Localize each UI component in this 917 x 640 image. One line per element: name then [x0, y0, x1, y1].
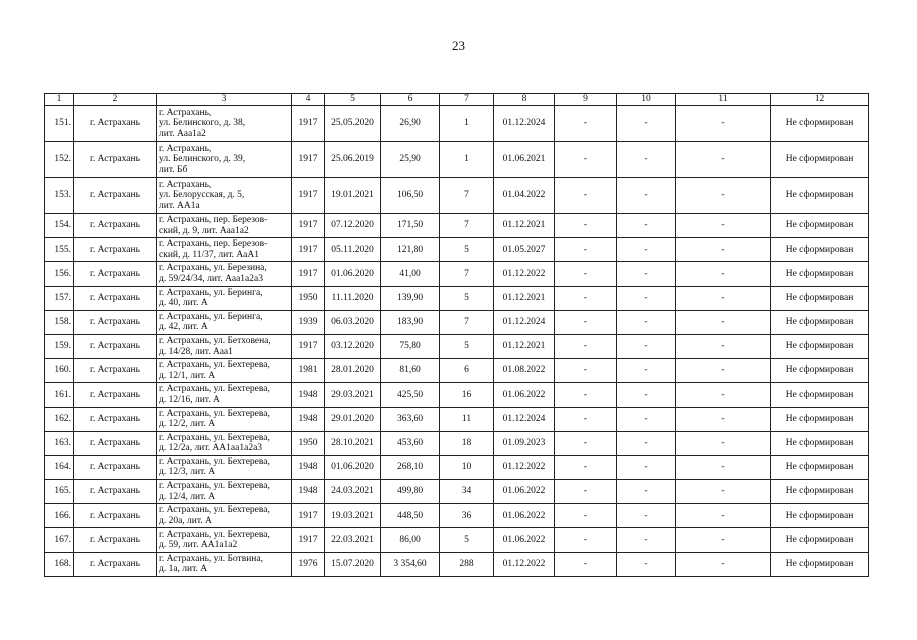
- address-cell: г. Астрахань, ул. Бехтерева, д. 12/3, лит. А: [157, 455, 292, 479]
- area-cell: 26,90: [381, 106, 440, 142]
- city-cell: г. Астрахань: [74, 407, 157, 431]
- area-cell: 121,80: [381, 238, 440, 262]
- date-cell: 11.11.2020: [325, 286, 381, 310]
- column-9-cell: -: [555, 480, 617, 504]
- column-9-cell: -: [555, 359, 617, 383]
- count-cell: 5: [440, 334, 494, 358]
- area-cell: 25,90: [381, 142, 440, 178]
- column-10-cell: -: [617, 238, 676, 262]
- status-cell: Не сформирован: [771, 238, 869, 262]
- table-row: [45, 178, 869, 214]
- year-cell: 1950: [292, 286, 325, 310]
- status-cell: Не сформирован: [771, 359, 869, 383]
- year-cell: 1917: [292, 262, 325, 286]
- area-cell: 41,00: [381, 262, 440, 286]
- planned-date-cell: 01.06.2022: [494, 480, 555, 504]
- column-11-cell: -: [676, 334, 771, 358]
- column-9-cell: -: [555, 407, 617, 431]
- city-cell: г. Астрахань: [74, 214, 157, 238]
- count-cell: 36: [440, 504, 494, 528]
- table-body: [45, 94, 869, 577]
- count-cell: 16: [440, 383, 494, 407]
- area-cell: 75,80: [381, 334, 440, 358]
- date-cell: 29.01.2020: [325, 407, 381, 431]
- planned-date-cell: 01.06.2022: [494, 383, 555, 407]
- column-11-cell: -: [676, 359, 771, 383]
- planned-date-cell: 01.05.2027: [494, 238, 555, 262]
- column-header: 11: [676, 94, 771, 106]
- planned-date-cell: 01.12.2022: [494, 552, 555, 576]
- city-cell: г. Астрахань: [74, 552, 157, 576]
- column-header: 12: [771, 94, 869, 106]
- column-10-cell: -: [617, 142, 676, 178]
- row-number-cell: 159.: [45, 334, 74, 358]
- year-cell: 1917: [292, 142, 325, 178]
- column-10-cell: -: [617, 310, 676, 334]
- column-11-cell: -: [676, 286, 771, 310]
- column-11-cell: -: [676, 214, 771, 238]
- column-10-cell: -: [617, 262, 676, 286]
- table-row: [45, 214, 869, 238]
- year-cell: 1917: [292, 106, 325, 142]
- column-header: 6: [381, 94, 440, 106]
- year-cell: 1948: [292, 383, 325, 407]
- date-cell: 25.05.2020: [325, 106, 381, 142]
- date-cell: 19.03.2021: [325, 504, 381, 528]
- column-header: 5: [325, 94, 381, 106]
- date-cell: 29.03.2021: [325, 383, 381, 407]
- status-cell: Не сформирован: [771, 214, 869, 238]
- year-cell: 1917: [292, 528, 325, 552]
- column-10-cell: -: [617, 286, 676, 310]
- date-cell: 01.06.2020: [325, 262, 381, 286]
- address-cell: г. Астрахань, ул. Бехтерева, д. 12/4, лит. А: [157, 480, 292, 504]
- count-cell: 10: [440, 455, 494, 479]
- table-row: [45, 238, 869, 262]
- address-cell: г. Астрахань, ул. Бехтерева, д. 12/2, лит. А: [157, 407, 292, 431]
- count-cell: 7: [440, 262, 494, 286]
- area-cell: 106,50: [381, 178, 440, 214]
- address-cell: г. Астрахань, ул. Беринга, д. 42, лит. А: [157, 310, 292, 334]
- planned-date-cell: 01.12.2022: [494, 262, 555, 286]
- column-9-cell: -: [555, 455, 617, 479]
- column-10-cell: -: [617, 455, 676, 479]
- date-cell: 28.01.2020: [325, 359, 381, 383]
- column-9-cell: -: [555, 214, 617, 238]
- date-cell: 19.01.2021: [325, 178, 381, 214]
- table-row: [45, 480, 869, 504]
- column-11-cell: -: [676, 528, 771, 552]
- city-cell: г. Астрахань: [74, 383, 157, 407]
- area-cell: 3 354,60: [381, 552, 440, 576]
- column-9-cell: -: [555, 504, 617, 528]
- count-cell: 6: [440, 359, 494, 383]
- city-cell: г. Астрахань: [74, 262, 157, 286]
- date-cell: 28.10.2021: [325, 431, 381, 455]
- column-10-cell: -: [617, 407, 676, 431]
- column-11-cell: -: [676, 504, 771, 528]
- column-number-header-row: [45, 94, 869, 106]
- city-cell: г. Астрахань: [74, 178, 157, 214]
- table-row: [45, 407, 869, 431]
- column-10-cell: -: [617, 359, 676, 383]
- count-cell: 18: [440, 431, 494, 455]
- column-9-cell: -: [555, 286, 617, 310]
- status-cell: Не сформирован: [771, 310, 869, 334]
- area-cell: 453,60: [381, 431, 440, 455]
- row-number-cell: 167.: [45, 528, 74, 552]
- row-number-cell: 163.: [45, 431, 74, 455]
- column-10-cell: -: [617, 106, 676, 142]
- column-9-cell: -: [555, 334, 617, 358]
- column-10-cell: -: [617, 431, 676, 455]
- status-cell: Не сформирован: [771, 407, 869, 431]
- column-header: 9: [555, 94, 617, 106]
- column-11-cell: -: [676, 480, 771, 504]
- status-cell: Не сформирован: [771, 480, 869, 504]
- row-number-cell: 152.: [45, 142, 74, 178]
- address-cell: г. Астрахань, ул. Бехтерева, д. 12/16, лит. А: [157, 383, 292, 407]
- status-cell: Не сформирован: [771, 383, 869, 407]
- row-number-cell: 158.: [45, 310, 74, 334]
- column-9-cell: -: [555, 262, 617, 286]
- city-cell: г. Астрахань: [74, 504, 157, 528]
- planned-date-cell: 01.06.2021: [494, 142, 555, 178]
- count-cell: 5: [440, 238, 494, 262]
- address-cell: г. Астрахань, ул. Беринга, д. 40, лит. А: [157, 286, 292, 310]
- planned-date-cell: 01.12.2024: [494, 106, 555, 142]
- housing-register-table: [44, 93, 869, 577]
- column-10-cell: -: [617, 214, 676, 238]
- count-cell: 34: [440, 480, 494, 504]
- planned-date-cell: 01.12.2021: [494, 286, 555, 310]
- count-cell: 7: [440, 214, 494, 238]
- address-cell: г. Астрахань, ул. Ботвина, д. 1а, лит. А: [157, 552, 292, 576]
- table-row: [45, 455, 869, 479]
- row-number-cell: 151.: [45, 106, 74, 142]
- address-cell: г. Астрахань, ул. Бехтерева, д. 12/2а, лит. АА1аа1а2а3: [157, 431, 292, 455]
- planned-date-cell: 01.08.2022: [494, 359, 555, 383]
- year-cell: 1948: [292, 407, 325, 431]
- planned-date-cell: 01.12.2021: [494, 334, 555, 358]
- count-cell: 5: [440, 286, 494, 310]
- column-11-cell: -: [676, 106, 771, 142]
- count-cell: 11: [440, 407, 494, 431]
- status-cell: Не сформирован: [771, 528, 869, 552]
- column-header: 1: [45, 94, 74, 106]
- column-11-cell: -: [676, 431, 771, 455]
- column-9-cell: -: [555, 383, 617, 407]
- column-header: 2: [74, 94, 157, 106]
- column-10-cell: -: [617, 383, 676, 407]
- table-row: [45, 528, 869, 552]
- status-cell: Не сформирован: [771, 552, 869, 576]
- status-cell: Не сформирован: [771, 504, 869, 528]
- row-number-cell: 153.: [45, 178, 74, 214]
- table-row: [45, 106, 869, 142]
- column-11-cell: -: [676, 262, 771, 286]
- planned-date-cell: 01.09.2023: [494, 431, 555, 455]
- table-row: [45, 431, 869, 455]
- year-cell: 1917: [292, 178, 325, 214]
- column-header: 3: [157, 94, 292, 106]
- date-cell: 01.06.2020: [325, 455, 381, 479]
- area-cell: 139,90: [381, 286, 440, 310]
- row-number-cell: 154.: [45, 214, 74, 238]
- row-number-cell: 168.: [45, 552, 74, 576]
- status-cell: Не сформирован: [771, 455, 869, 479]
- date-cell: 07.12.2020: [325, 214, 381, 238]
- table-row: [45, 334, 869, 358]
- planned-date-cell: 01.06.2022: [494, 504, 555, 528]
- row-number-cell: 157.: [45, 286, 74, 310]
- year-cell: 1976: [292, 552, 325, 576]
- column-9-cell: -: [555, 310, 617, 334]
- column-10-cell: -: [617, 480, 676, 504]
- column-10-cell: -: [617, 552, 676, 576]
- city-cell: г. Астрахань: [74, 310, 157, 334]
- table-row: [45, 504, 869, 528]
- year-cell: 1917: [292, 504, 325, 528]
- column-header: 10: [617, 94, 676, 106]
- count-cell: 7: [440, 310, 494, 334]
- status-cell: Не сформирован: [771, 286, 869, 310]
- date-cell: 05.11.2020: [325, 238, 381, 262]
- column-10-cell: -: [617, 504, 676, 528]
- address-cell: г. Астрахань, ул. Бехтерева, д. 59, лит. АА1а1а2: [157, 528, 292, 552]
- column-11-cell: -: [676, 383, 771, 407]
- status-cell: Не сформирован: [771, 262, 869, 286]
- date-cell: 03.12.2020: [325, 334, 381, 358]
- row-number-cell: 156.: [45, 262, 74, 286]
- date-cell: 15.07.2020: [325, 552, 381, 576]
- address-cell: г. Астрахань, пер. Березов- ский, д. 9, лит. Ааа1а2: [157, 214, 292, 238]
- column-11-cell: -: [676, 455, 771, 479]
- city-cell: г. Астрахань: [74, 480, 157, 504]
- status-cell: Не сформирован: [771, 178, 869, 214]
- count-cell: 7: [440, 178, 494, 214]
- year-cell: 1948: [292, 480, 325, 504]
- status-cell: Не сформирован: [771, 431, 869, 455]
- date-cell: 24.03.2021: [325, 480, 381, 504]
- column-11-cell: -: [676, 552, 771, 576]
- year-cell: 1981: [292, 359, 325, 383]
- city-cell: г. Астрахань: [74, 142, 157, 178]
- column-10-cell: -: [617, 178, 676, 214]
- city-cell: г. Астрахань: [74, 528, 157, 552]
- column-9-cell: -: [555, 552, 617, 576]
- status-cell: Не сформирован: [771, 142, 869, 178]
- area-cell: 499,80: [381, 480, 440, 504]
- area-cell: 363,60: [381, 407, 440, 431]
- city-cell: г. Астрахань: [74, 359, 157, 383]
- address-cell: г. Астрахань, ул. Бехтерева, д. 12/1, лит. А: [157, 359, 292, 383]
- area-cell: 171,50: [381, 214, 440, 238]
- city-cell: г. Астрахань: [74, 106, 157, 142]
- year-cell: 1939: [292, 310, 325, 334]
- row-number-cell: 162.: [45, 407, 74, 431]
- area-cell: 81,60: [381, 359, 440, 383]
- column-9-cell: -: [555, 106, 617, 142]
- table-row: [45, 359, 869, 383]
- address-cell: г. Астрахань, ул. Бехтерева, д. 20а, лит. А: [157, 504, 292, 528]
- row-number-cell: 160.: [45, 359, 74, 383]
- column-9-cell: -: [555, 238, 617, 262]
- year-cell: 1917: [292, 238, 325, 262]
- row-number-cell: 155.: [45, 238, 74, 262]
- column-header: 7: [440, 94, 494, 106]
- planned-date-cell: 01.12.2024: [494, 407, 555, 431]
- count-cell: 5: [440, 528, 494, 552]
- area-cell: 425,50: [381, 383, 440, 407]
- area-cell: 183,90: [381, 310, 440, 334]
- year-cell: 1917: [292, 334, 325, 358]
- table-row: [45, 310, 869, 334]
- date-cell: 06.03.2020: [325, 310, 381, 334]
- planned-date-cell: 01.12.2022: [494, 455, 555, 479]
- table-row: [45, 142, 869, 178]
- year-cell: 1950: [292, 431, 325, 455]
- column-11-cell: -: [676, 178, 771, 214]
- city-cell: г. Астрахань: [74, 238, 157, 262]
- column-9-cell: -: [555, 431, 617, 455]
- table-row: [45, 286, 869, 310]
- date-cell: 22.03.2021: [325, 528, 381, 552]
- status-cell: Не сформирован: [771, 106, 869, 142]
- column-11-cell: -: [676, 238, 771, 262]
- count-cell: 288: [440, 552, 494, 576]
- planned-date-cell: 01.06.2022: [494, 528, 555, 552]
- planned-date-cell: 01.12.2021: [494, 214, 555, 238]
- column-11-cell: -: [676, 142, 771, 178]
- status-cell: Не сформирован: [771, 334, 869, 358]
- column-header: 8: [494, 94, 555, 106]
- row-number-cell: 161.: [45, 383, 74, 407]
- column-9-cell: -: [555, 178, 617, 214]
- planned-date-cell: 01.12.2024: [494, 310, 555, 334]
- count-cell: 1: [440, 106, 494, 142]
- year-cell: 1948: [292, 455, 325, 479]
- column-9-cell: -: [555, 142, 617, 178]
- column-11-cell: -: [676, 407, 771, 431]
- table-row: [45, 383, 869, 407]
- address-cell: г. Астрахань, ул. Белорусская, д. 5, лит. АА1а: [157, 178, 292, 214]
- address-cell: г. Астрахань, ул. Белинского, д. 38, лит. Ааа1а2: [157, 106, 292, 142]
- address-cell: г. Астрахань, ул. Белинского, д. 39, лит. Бб: [157, 142, 292, 178]
- row-number-cell: 164.: [45, 455, 74, 479]
- column-header: 4: [292, 94, 325, 106]
- count-cell: 1: [440, 142, 494, 178]
- table-row: [45, 552, 869, 576]
- area-cell: 86,00: [381, 528, 440, 552]
- page-number: 23: [452, 38, 465, 53]
- table-row: [45, 262, 869, 286]
- area-cell: 268,10: [381, 455, 440, 479]
- address-cell: г. Астрахань, ул. Бетховена, д. 14/28, лит. Ааа1: [157, 334, 292, 358]
- date-cell: 25.06.2019: [325, 142, 381, 178]
- address-cell: г. Астрахань, ул. Березина, д. 59/24/34, лит. Ааа1а2а3: [157, 262, 292, 286]
- city-cell: г. Астрахань: [74, 431, 157, 455]
- city-cell: г. Астрахань: [74, 286, 157, 310]
- city-cell: г. Астрахань: [74, 334, 157, 358]
- planned-date-cell: 01.04.2022: [494, 178, 555, 214]
- city-cell: г. Астрахань: [74, 455, 157, 479]
- year-cell: 1917: [292, 214, 325, 238]
- column-11-cell: -: [676, 310, 771, 334]
- row-number-cell: 166.: [45, 504, 74, 528]
- column-10-cell: -: [617, 334, 676, 358]
- address-cell: г. Астрахань, пер. Березов- ский, д. 11/37, лит. АаА1: [157, 238, 292, 262]
- row-number-cell: 165.: [45, 480, 74, 504]
- column-9-cell: -: [555, 528, 617, 552]
- column-10-cell: -: [617, 528, 676, 552]
- area-cell: 448,50: [381, 504, 440, 528]
